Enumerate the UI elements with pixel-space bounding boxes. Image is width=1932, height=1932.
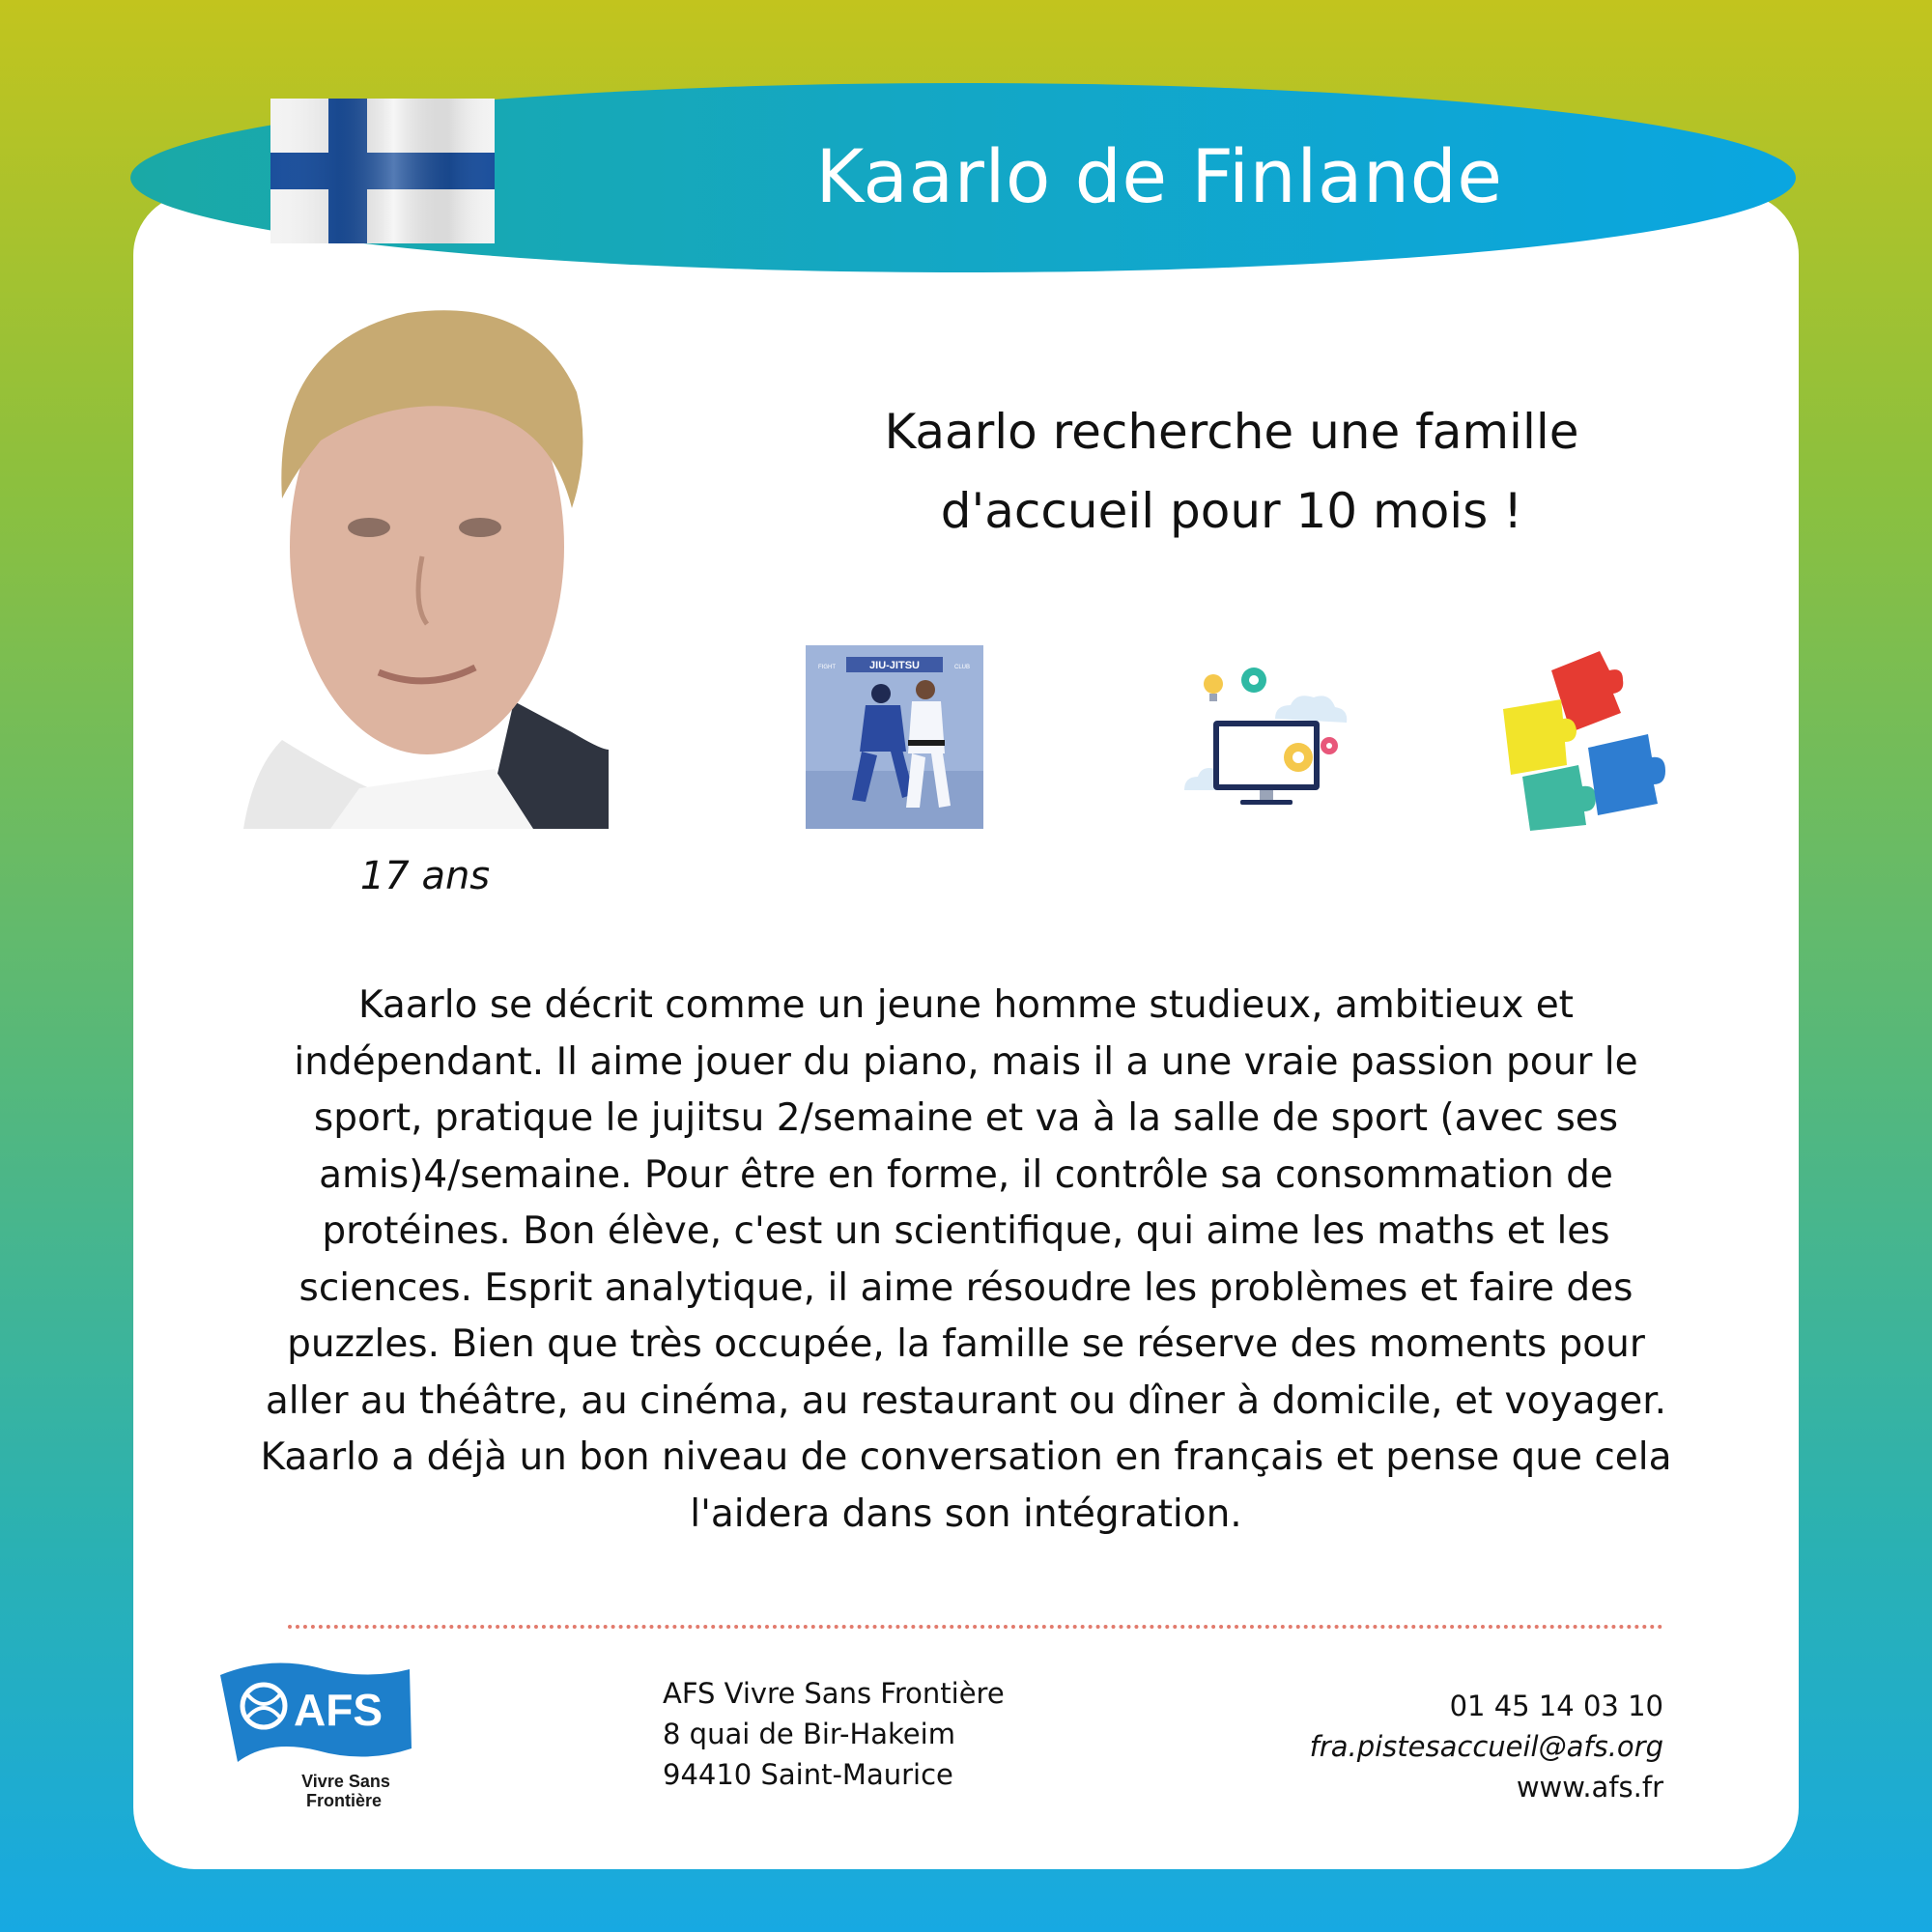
description-line: Kaarlo a déjà un bon niveau de conversation en français et pense que cela	[260, 1435, 1672, 1479]
description-line: amis)4/semaine. Pour être en forme, il contrôle sa consommation de	[319, 1152, 1613, 1197]
address-line: 8 quai de Bir-Hakeim	[663, 1718, 955, 1750]
description-line: puzzles. Bien que très occupée, la famille se réserve des moments pour	[287, 1322, 1645, 1366]
jiu-jitsu-label: JIU-JITSU	[869, 660, 920, 671]
profile-photo	[243, 286, 609, 829]
afs-logo	[211, 1656, 421, 1810]
phone-number: 01 45 14 03 10	[1449, 1690, 1663, 1722]
description-line: sport, pratique le jujitsu 2/semaine et va à la salle de sport (avec ses	[313, 1096, 1619, 1140]
email-link[interactable]: fra.pistesaccueil@afs.org	[1309, 1730, 1663, 1763]
finland-flag-icon	[270, 99, 495, 243]
jiu-jitsu-left-label: FIGHT	[818, 665, 836, 670]
headline	[763, 392, 1700, 551]
description-line: aller au théâtre, au cinéma, au restaurant ou dîner à domicile, et voyager.	[265, 1378, 1667, 1423]
description-line: l'aidera dans son intégration.	[690, 1492, 1242, 1536]
age-label: 17 ans	[359, 854, 491, 898]
headline-line: Kaarlo recherche une famille	[884, 404, 1579, 460]
description	[184, 978, 1748, 1543]
computer-icon	[1184, 663, 1352, 808]
afs-logo-text: AFS	[294, 1685, 383, 1735]
postal-address	[663, 1673, 1146, 1795]
contact-info	[1179, 1686, 1663, 1807]
puzzle-icon	[1503, 641, 1669, 831]
footer-divider	[288, 1625, 1663, 1629]
address-line: 94410 Saint-Maurice	[663, 1758, 953, 1791]
description-line: sciences. Esprit analytique, il aime résoudre les problèmes et faire des	[298, 1265, 1634, 1310]
afs-logo-sub2: Frontière	[305, 1791, 383, 1810]
headline-line: d'accueil pour 10 mois !	[940, 483, 1523, 539]
afs-logo-sub1: Vivre Sans	[301, 1772, 390, 1791]
description-line: protéines. Bon élève, c'est un scientifique, qui aime les maths et les	[322, 1209, 1610, 1253]
description-line: indépendant. Il aime jouer du piano, mais il a une vraie passion pour le	[294, 1039, 1638, 1084]
jiu-jitsu-icon	[806, 645, 983, 829]
description-line: Kaarlo se décrit comme un jeune homme studieux, ambitieux et	[358, 983, 1574, 1027]
address-line: AFS Vivre Sans Frontière	[663, 1677, 1005, 1710]
jiu-jitsu-right-label: CLUB	[953, 665, 971, 670]
website-link[interactable]: www.afs.fr	[1516, 1771, 1663, 1804]
page-title: Kaarlo de Finlande	[815, 133, 1503, 219]
